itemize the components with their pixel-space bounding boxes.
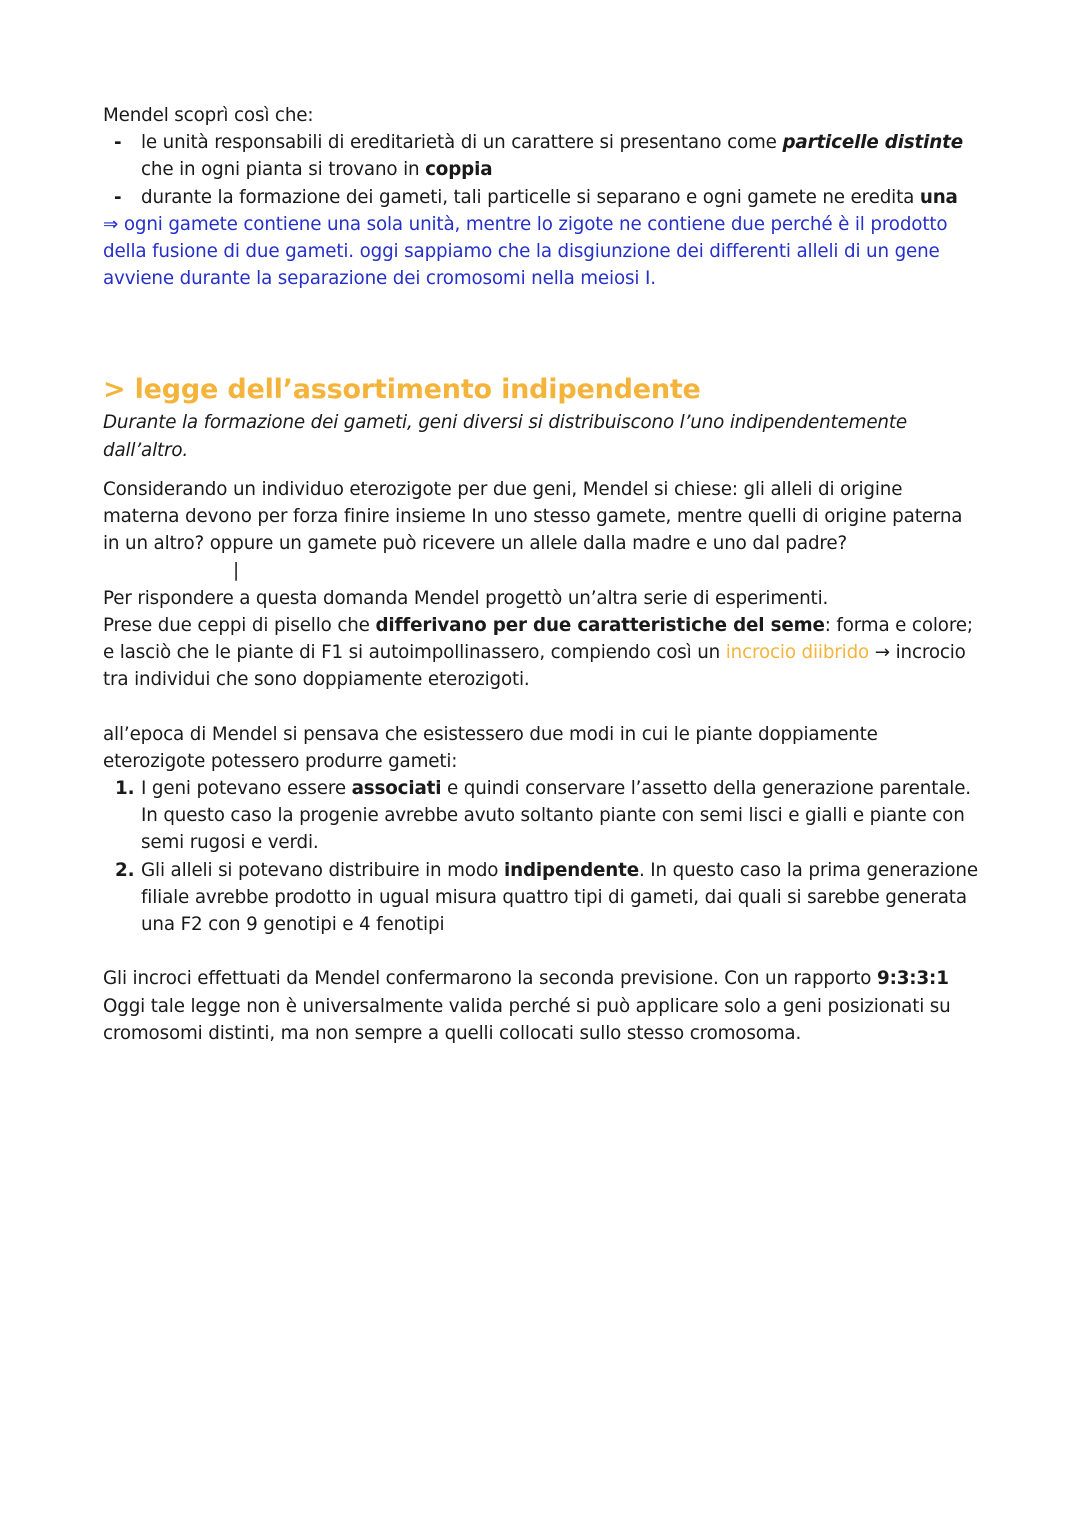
bold-caratteristiche-seme: differivano per due caratteristiche del seme — [375, 614, 825, 636]
list-item: - le unità responsabili di ereditarietà di un carattere si presentano come particelle distinte che in ogni pianta si trovano in coppia — [103, 129, 983, 183]
experiment-description: Prese due ceppi di pisello che differivano per due caratteristiche del seme: forma e colore; e lasciò che le piante di F1 si autoimpollinassero, compiendo così un incrocio diibrido → incrocio tra individui che sono doppiamente eterozigoti. — [103, 614, 973, 691]
findings-list — [103, 129, 983, 211]
list-item: 2. Gli alleli si potevano distribuire in modo indipendente. In questo caso la prima generazione filiale avrebbe prodotto in ugual misura quattro tipi di gameti, dai quali si sarebbe generata una F2 con 9 genotipi e 4 fenotipi — [103, 857, 983, 939]
bold-indipendente: indipendente — [503, 859, 639, 881]
list-item: - durante la formazione dei gameti, tali particelle si separano e ogni gamete ne eredita una — [103, 184, 983, 211]
highlight-incrocio-diibrido: incrocio diibrido — [725, 642, 870, 664]
hypotheses-intro: all’epoca di Mendel si pensava che esistessero due modi in cui le piante doppiamente eterozigote potessero produrre gameti: — [103, 723, 878, 772]
hypotheses-list — [103, 775, 983, 938]
experiment-line: Per rispondere a questa domanda Mendel progettò un’altra serie di esperimenti. — [103, 587, 829, 609]
list-item: 1. I geni potevano essere associati e quindi conservare l’assetto della generazione parentale. In questo caso la progenie avrebbe avuto soltanto piante con semi lisci e gialli e piante con semi rugosi e verdi. — [103, 775, 983, 857]
mendel-question: Considerando un individuo eterozigote per due geni, Mendel si chiese: gli alleli di origine materna devono per forza finire insieme In uno stesso gamete, mentre quelli di origine paterna in un altro? oppure un gamete può ricevere un allele dalla madre e uno dal padre? — [103, 478, 963, 555]
spacer — [103, 693, 983, 720]
law-definition: Durante la formazione dei gameti, geni diversi si distribuiscono l’uno indipendentemente dall’altro. — [103, 412, 907, 461]
page-content — [103, 102, 983, 1047]
section-heading: > legge dell’assortimento indipendente — [103, 374, 701, 406]
bold-coppia: coppia — [425, 159, 493, 181]
text-cursor: | — [233, 560, 240, 582]
spacer — [103, 292, 983, 373]
conclusion-note: ⇒ ogni gamete contiene una sola unità, mentre lo zigote ne contiene due perché è il prodotto della fusione di due gameti. oggi sappiamo che la disgiunzione dei differenti alleli di un gene avviene durante la separazione dei cromosomi nella meiosi I. — [103, 213, 948, 290]
result-paragraph: Gli incroci effettuati da Mendel confermarono la seconda previsione. Con un rapporto 9:3:3:1 Oggi tale legge non è universalmente valida perché si può applicare solo a geni posizionati su cromosomi distinti, ma non sempre a quelli collocati sullo stesso cromosoma. — [103, 968, 951, 1044]
bold-una: una — [919, 186, 958, 208]
intro-lead: Mendel scoprì così che: — [103, 105, 314, 126]
item-number: 1. — [115, 778, 135, 800]
bold-associati: associati — [351, 778, 442, 800]
item-number: 2. — [115, 859, 135, 881]
emphasis-particelle-distinte: particelle distinte — [782, 132, 963, 154]
bold-ratio: 9:3:3:1 — [877, 968, 949, 990]
spacer — [103, 938, 983, 965]
